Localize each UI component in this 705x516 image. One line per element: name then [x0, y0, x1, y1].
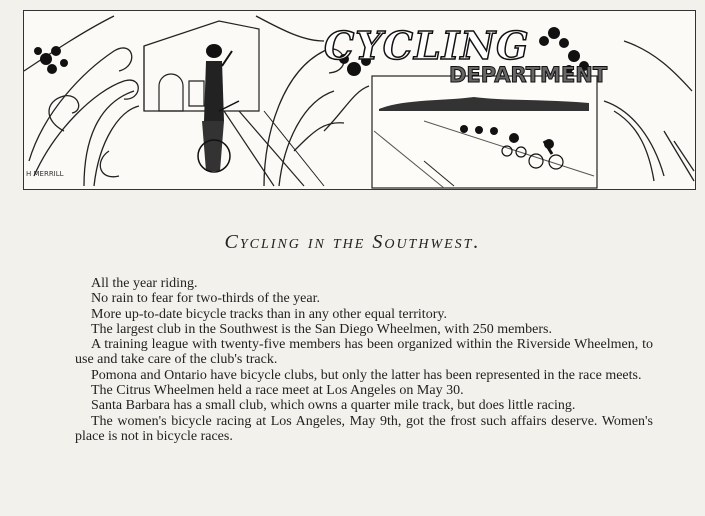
paragraph: The Citrus Wheelmen held a race meet at Los Angeles on May 30.	[91, 383, 464, 399]
article-title: Cycling in the Southwest.	[224, 231, 481, 253]
header-illustration	[23, 10, 696, 190]
paragraph: Pomona and Ontario have bicycle clubs, but only the latter has been represented in the race meets.	[91, 367, 642, 383]
cyclist-figure	[198, 44, 239, 172]
flower-ornament-left	[34, 46, 68, 74]
header-title-department: DEPARTMENT	[449, 63, 608, 87]
artist-signature: H MERRILL	[26, 170, 64, 178]
race-scene-inset	[372, 76, 597, 188]
paragraph: Santa Barbara has a small club, which owns a quarter mile track, but does little racing.	[91, 398, 576, 414]
header-title-cycling: CYCLING	[324, 23, 530, 68]
paragraph: The women's bicycle racing at Los Angeles, May 9th, got the frost such affairs deserve. Women's place is not in bicycle races.	[75, 413, 653, 444]
decorative-swirls-right	[604, 41, 694, 181]
article-body	[75, 276, 653, 444]
paragraph: A training league with twenty-five members has been organized within the Riverside Wheelmen, to use and take care of the club's track.	[75, 337, 653, 368]
paragraph: No rain to fear for two-thirds of the year.	[91, 291, 320, 307]
paragraph: More up-to-date bicycle tracks than in any other equal territory.	[91, 306, 447, 322]
paragraph: All the year riding.	[91, 276, 198, 291]
paragraph: The largest club in the Southwest is the San Diego Wheelmen, with 250 members.	[91, 321, 553, 337]
decorative-swirls-left	[24, 16, 139, 186]
